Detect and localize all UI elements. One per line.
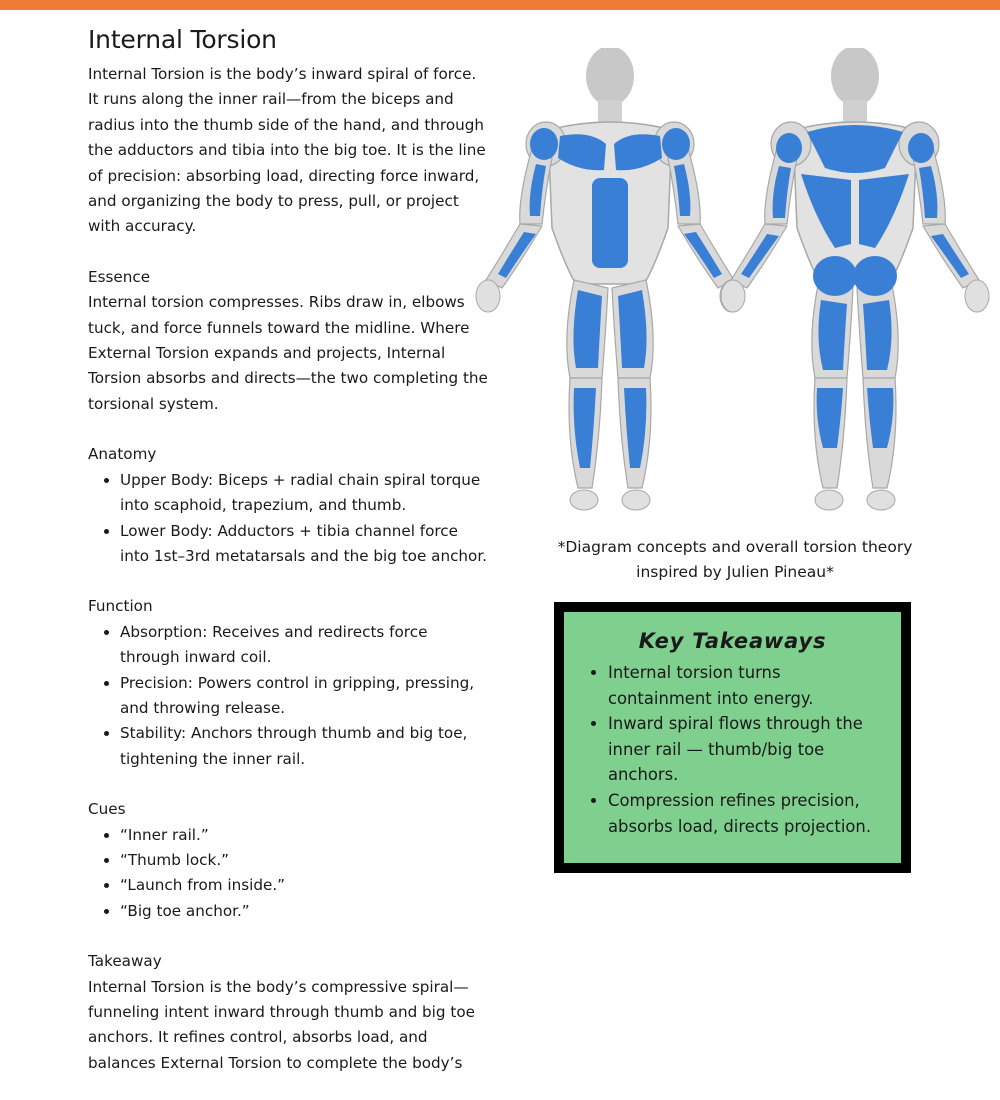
cues-heading: Cues (88, 800, 126, 819)
back-body-figure (721, 48, 989, 510)
list-item: • “Thumb lock.” (120, 848, 488, 873)
list-item: • “Inner rail.” (120, 823, 488, 848)
list-item: • “Launch from inside.” (120, 873, 488, 898)
list-item: • Inward spiral flows through the inner rail — thumb/big toe anchors. (608, 711, 875, 788)
essence-heading: Essence (88, 267, 151, 286)
function-heading: Function (88, 597, 153, 616)
cues-list (88, 823, 488, 925)
top-accent-bar (0, 0, 1000, 10)
function-section (88, 594, 488, 772)
key-takeaways-panel (564, 612, 901, 863)
key-takeaways-box (554, 602, 911, 873)
list-item: • Upper Body: Biceps + radial chain spiral torque into scaphoid, trapezium, and thumb. (120, 468, 488, 519)
takeaway-heading: Takeaway (88, 952, 162, 971)
list-item: • “Big toe anchor.” (120, 899, 488, 924)
function-list (88, 620, 488, 772)
essence-section (88, 265, 488, 417)
takeaway-section (88, 949, 488, 1076)
intro-paragraph: Internal Torsion is the body’s inward spiral of force. It runs along the inner rail—from the biceps and radius into the thumb side of the hand, and through the adductors and tibia into the big toe. It is the line of precision: absorbing load, directing force inward, and organizing the body to press, pull, or project with accuracy. (88, 65, 486, 236)
list-item: • Precision: Powers control in gripping, pressing, and throwing release. (120, 671, 488, 722)
essence-text: Internal torsion compresses. Ribs draw in, elbows tuck, and force funnels toward the midline. Where External Torsion expands and projects, Internal Torsion absorbs and directs—the two completing the torsional system. (88, 293, 488, 413)
page-title: Internal Torsion (88, 25, 277, 54)
list-item: • Lower Body: Adductors + tibia channel force into 1st–3rd metatarsals and the big toe anchor. (120, 519, 488, 570)
diagram-caption: *Diagram concepts and overall torsion theory inspired by Julien Pineau* (557, 538, 913, 581)
article-column (88, 24, 488, 1076)
key-takeaways-title: Key Takeaways (638, 629, 827, 653)
list-item: • Stability: Anchors through thumb and big toe, tightening the inner rail. (120, 721, 488, 772)
key-takeaways-list (590, 660, 875, 839)
list-item: • Compression refines precision, absorbs load, directs projection. (608, 788, 875, 839)
list-item: • Internal torsion turns containment into energy. (608, 660, 875, 711)
cues-section (88, 797, 488, 924)
anatomy-list (88, 468, 488, 570)
muscle-diagram (470, 48, 990, 518)
list-item: • Absorption: Receives and redirects force through inward coil. (120, 620, 488, 671)
front-body-figure (476, 48, 744, 510)
anatomy-section (88, 442, 488, 569)
anatomy-heading: Anatomy (88, 445, 157, 464)
takeaway-text: Internal Torsion is the body’s compressive spiral—funneling intent inward through thumb and big toe anchors. It refines control, absorbs load, and balances External Torsion to complete the body’s (88, 977, 475, 1072)
